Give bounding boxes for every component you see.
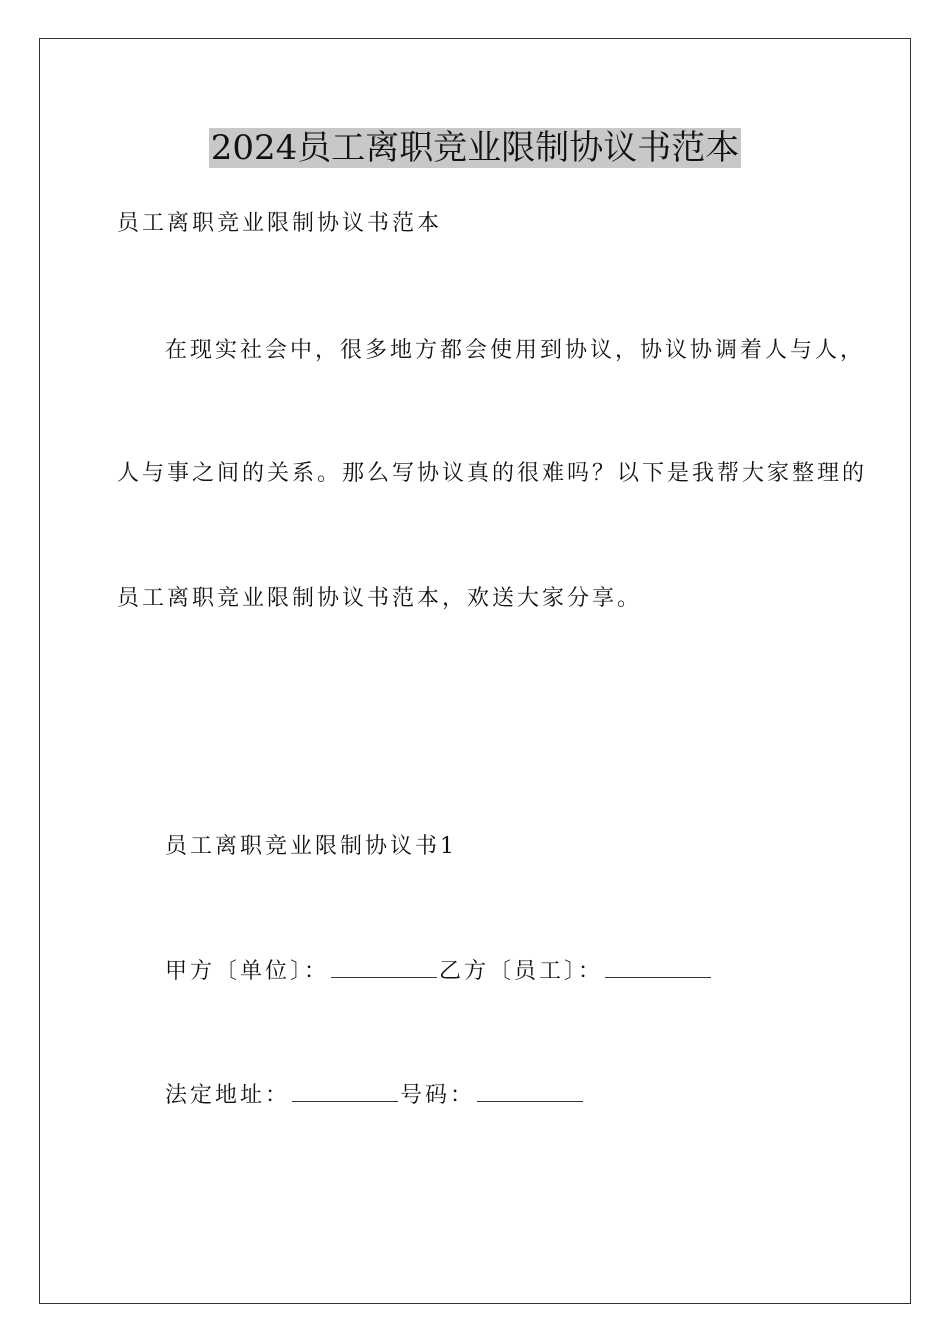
number-label: 号码：	[400, 1083, 476, 1108]
party-a-blank	[331, 959, 437, 978]
address-label: 法定地址：	[165, 1083, 291, 1108]
section-heading: 员工离职竞业限制协议书1	[165, 834, 457, 859]
number-blank	[477, 1083, 583, 1102]
intro-line-2: 人与事之间的关系。那么写协议真的很难吗？以下是我帮大家整理的	[117, 461, 868, 486]
document-subtitle: 员工离职竞业限制协议书范本	[117, 211, 443, 236]
address-blank	[292, 1083, 398, 1102]
intro-line-3: 员工离职竞业限制协议书范本，欢送大家分享。	[117, 586, 643, 611]
party-line	[165, 957, 713, 987]
address-line	[165, 1081, 585, 1111]
party-b-label: 乙方〔员工〕：	[439, 959, 604, 984]
intro-line-1: 在现实社会中，很多地方都会使用到协议，协议协调着人与人，	[165, 338, 866, 363]
document-title	[0, 126, 950, 170]
party-a-label: 甲方〔单位〕：	[165, 959, 330, 984]
party-b-blank	[605, 959, 711, 978]
document-title-text: 2024员工离职竞业限制协议书范本	[210, 128, 740, 168]
